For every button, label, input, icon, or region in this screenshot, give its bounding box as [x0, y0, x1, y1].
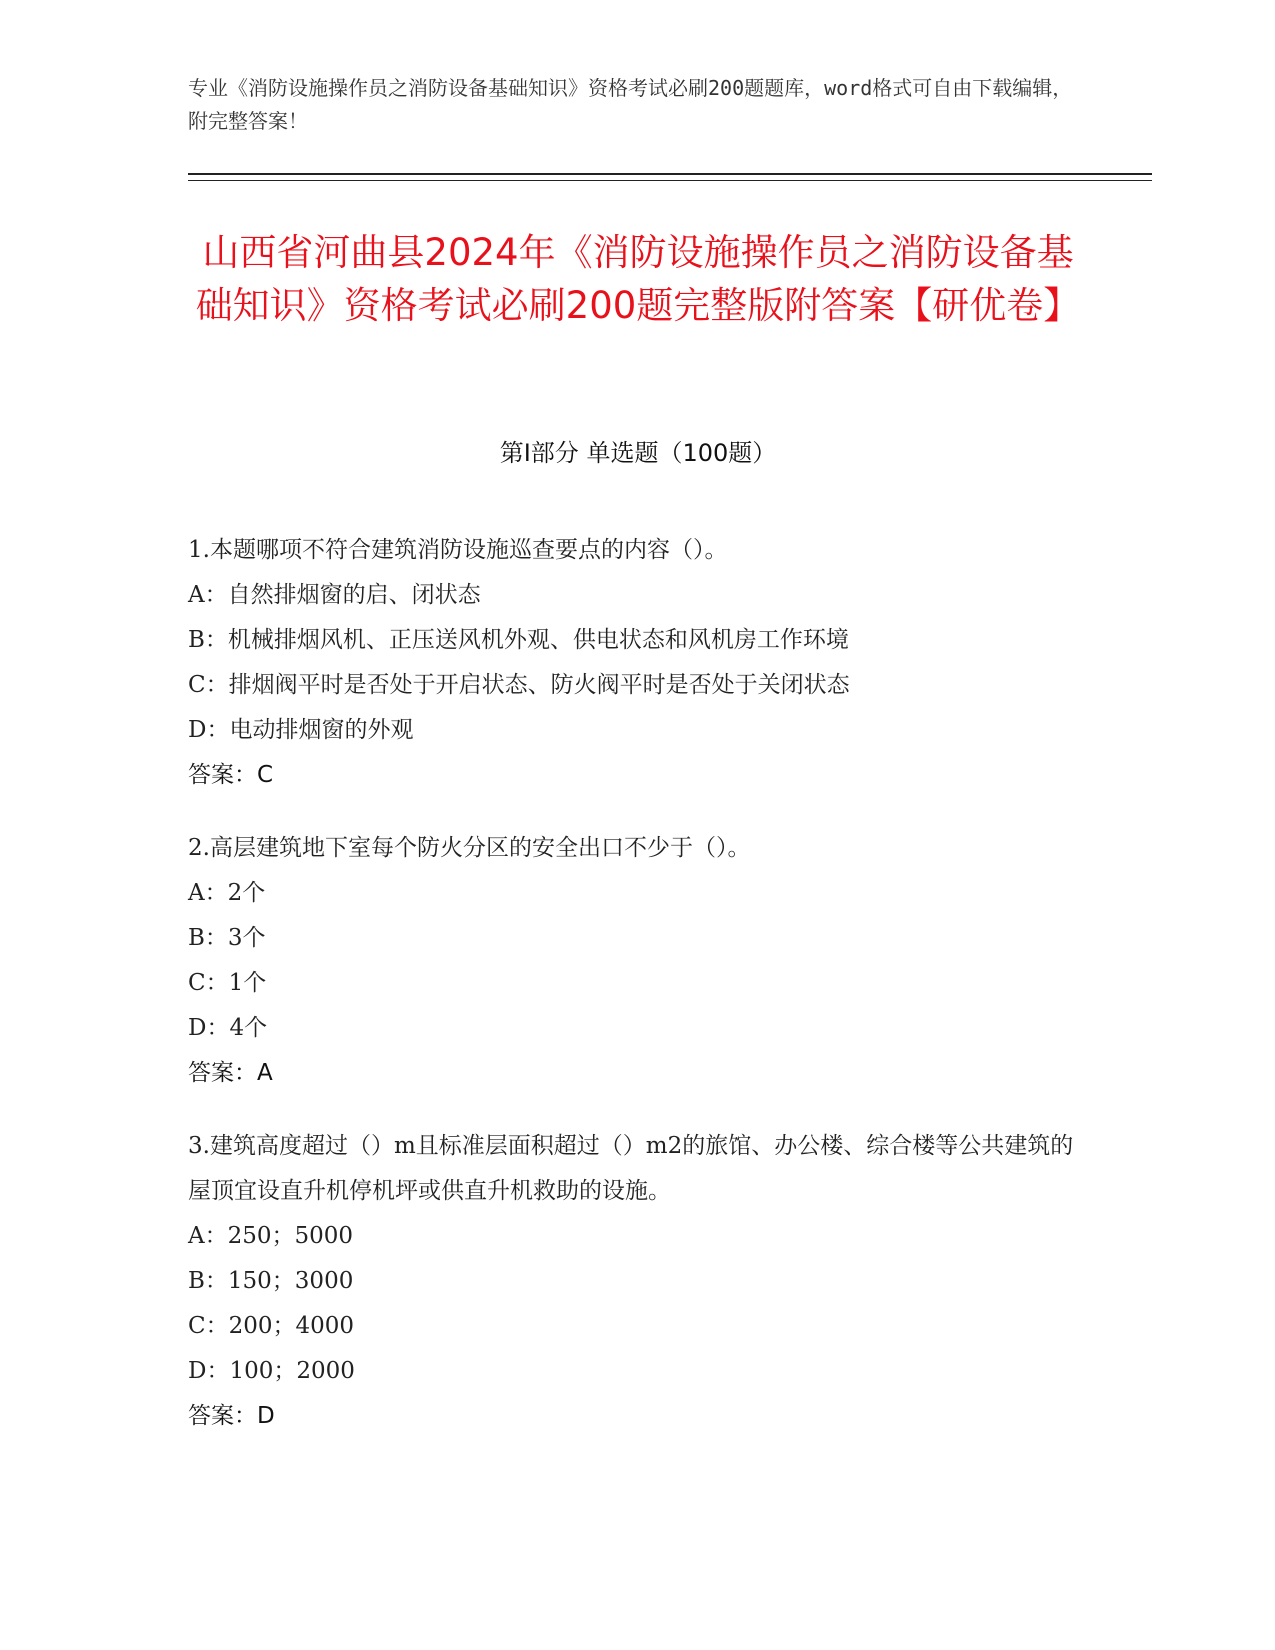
section-title: 第Ⅰ部分 单选题（100题） [499, 439, 777, 467]
document-title: 山西省河曲县2024年《消防设施操作员之消防设备基础知识》资格考试必刷200题完整版附答案【研优卷】 [195, 231, 1081, 327]
question-item [188, 1124, 1088, 1439]
answer: 答案：D [188, 1403, 275, 1429]
option-a: A：自然排烟窗的启、闭状态 [188, 582, 481, 608]
option-b: B：150；3000 [188, 1268, 354, 1294]
question-list [188, 528, 1088, 1467]
header-rule-thick [188, 173, 1152, 175]
option-d: D：4个 [188, 1015, 268, 1041]
question-stem: 1.本题哪项不符合建筑消防设施巡查要点的内容（）。 [188, 537, 728, 563]
option-a: A：250；5000 [188, 1223, 354, 1249]
question-item [188, 826, 1088, 1096]
option-c: C：200；4000 [188, 1313, 355, 1339]
question-stem: 2.高层建筑地下室每个防火分区的安全出口不少于（）。 [188, 835, 751, 861]
option-d: D：100；2000 [188, 1358, 355, 1384]
option-d: D：电动排烟窗的外观 [188, 717, 414, 743]
option-a: A：2个 [188, 880, 266, 906]
option-c: C：排烟阀平时是否处于开启状态、防火阀平时是否处于关闭状态 [188, 672, 850, 698]
option-b: B：机械排烟风机、正压送风机外观、供电状态和风机房工作环境 [188, 627, 849, 653]
question-stem: 3.建筑高度超过（）m且标准层面积超过（）m2的旅馆、办公楼、综合楼等公共建筑的屋顶宜设直升机停机坪或供直升机救助的设施。 [188, 1133, 1074, 1204]
header-note: 专业《消防设施操作员之消防设备基础知识》资格考试必刷200题题库，word格式可自由下载编辑，附完整答案！ [188, 76, 1073, 133]
answer: 答案：A [188, 1060, 273, 1086]
option-b: B：3个 [188, 925, 266, 951]
header-rule-thin [188, 180, 1152, 181]
option-c: C：1个 [188, 970, 267, 996]
answer: 答案：C [188, 762, 274, 788]
question-item [188, 528, 1088, 798]
